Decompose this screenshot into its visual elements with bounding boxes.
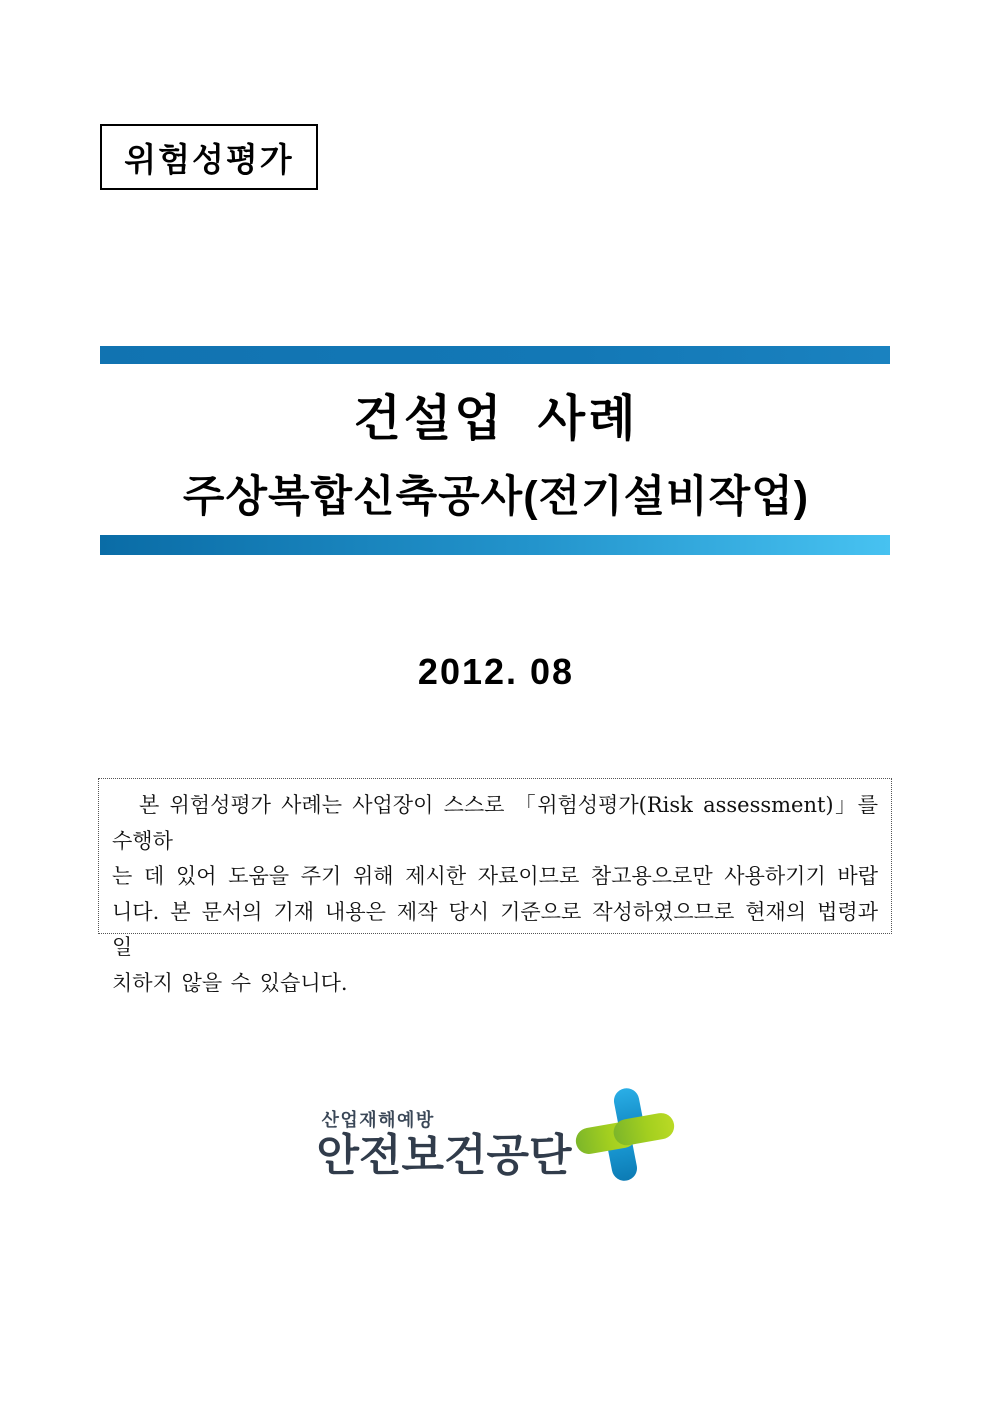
logo-tagline: 산업재해예방 bbox=[321, 1110, 435, 1130]
document-title: 건설업 사례 bbox=[353, 392, 639, 446]
disclaimer-box bbox=[98, 778, 892, 995]
top-divider-bar bbox=[100, 346, 890, 364]
disclaimer-line: 본 위험성평가 사례는 사업장이 스스로 「위험성평가(Risk assessment)」를 수행하 bbox=[112, 793, 878, 853]
publication-date: 2012. 08 bbox=[417, 651, 575, 692]
disclaimer-line: 치하지 않을 수 있습니다. bbox=[112, 970, 348, 995]
disclaimer-line: 는 데 있어 도움을 주기 위해 제시한 자료이므로 참고용으로만 사용하기기 바랍 bbox=[112, 864, 878, 888]
kosha-logo bbox=[0, 1088, 992, 1178]
risk-assessment-badge bbox=[100, 124, 318, 190]
logo-name: 안전보건공단 bbox=[316, 1131, 572, 1180]
document-subtitle: 주상복합신축공사(전기설비작업) bbox=[182, 473, 810, 521]
bottom-divider-bar bbox=[100, 535, 890, 555]
disclaimer-line: 니다. 본 문서의 기재 내용은 제작 당시 기준으로 작성하였으므로 현재의 법령과 일 bbox=[112, 899, 878, 959]
kosha-logo-text bbox=[316, 1106, 571, 1178]
kosha-cross-icon bbox=[574, 1088, 676, 1181]
badge-label: 위험성평가 bbox=[124, 140, 294, 178]
